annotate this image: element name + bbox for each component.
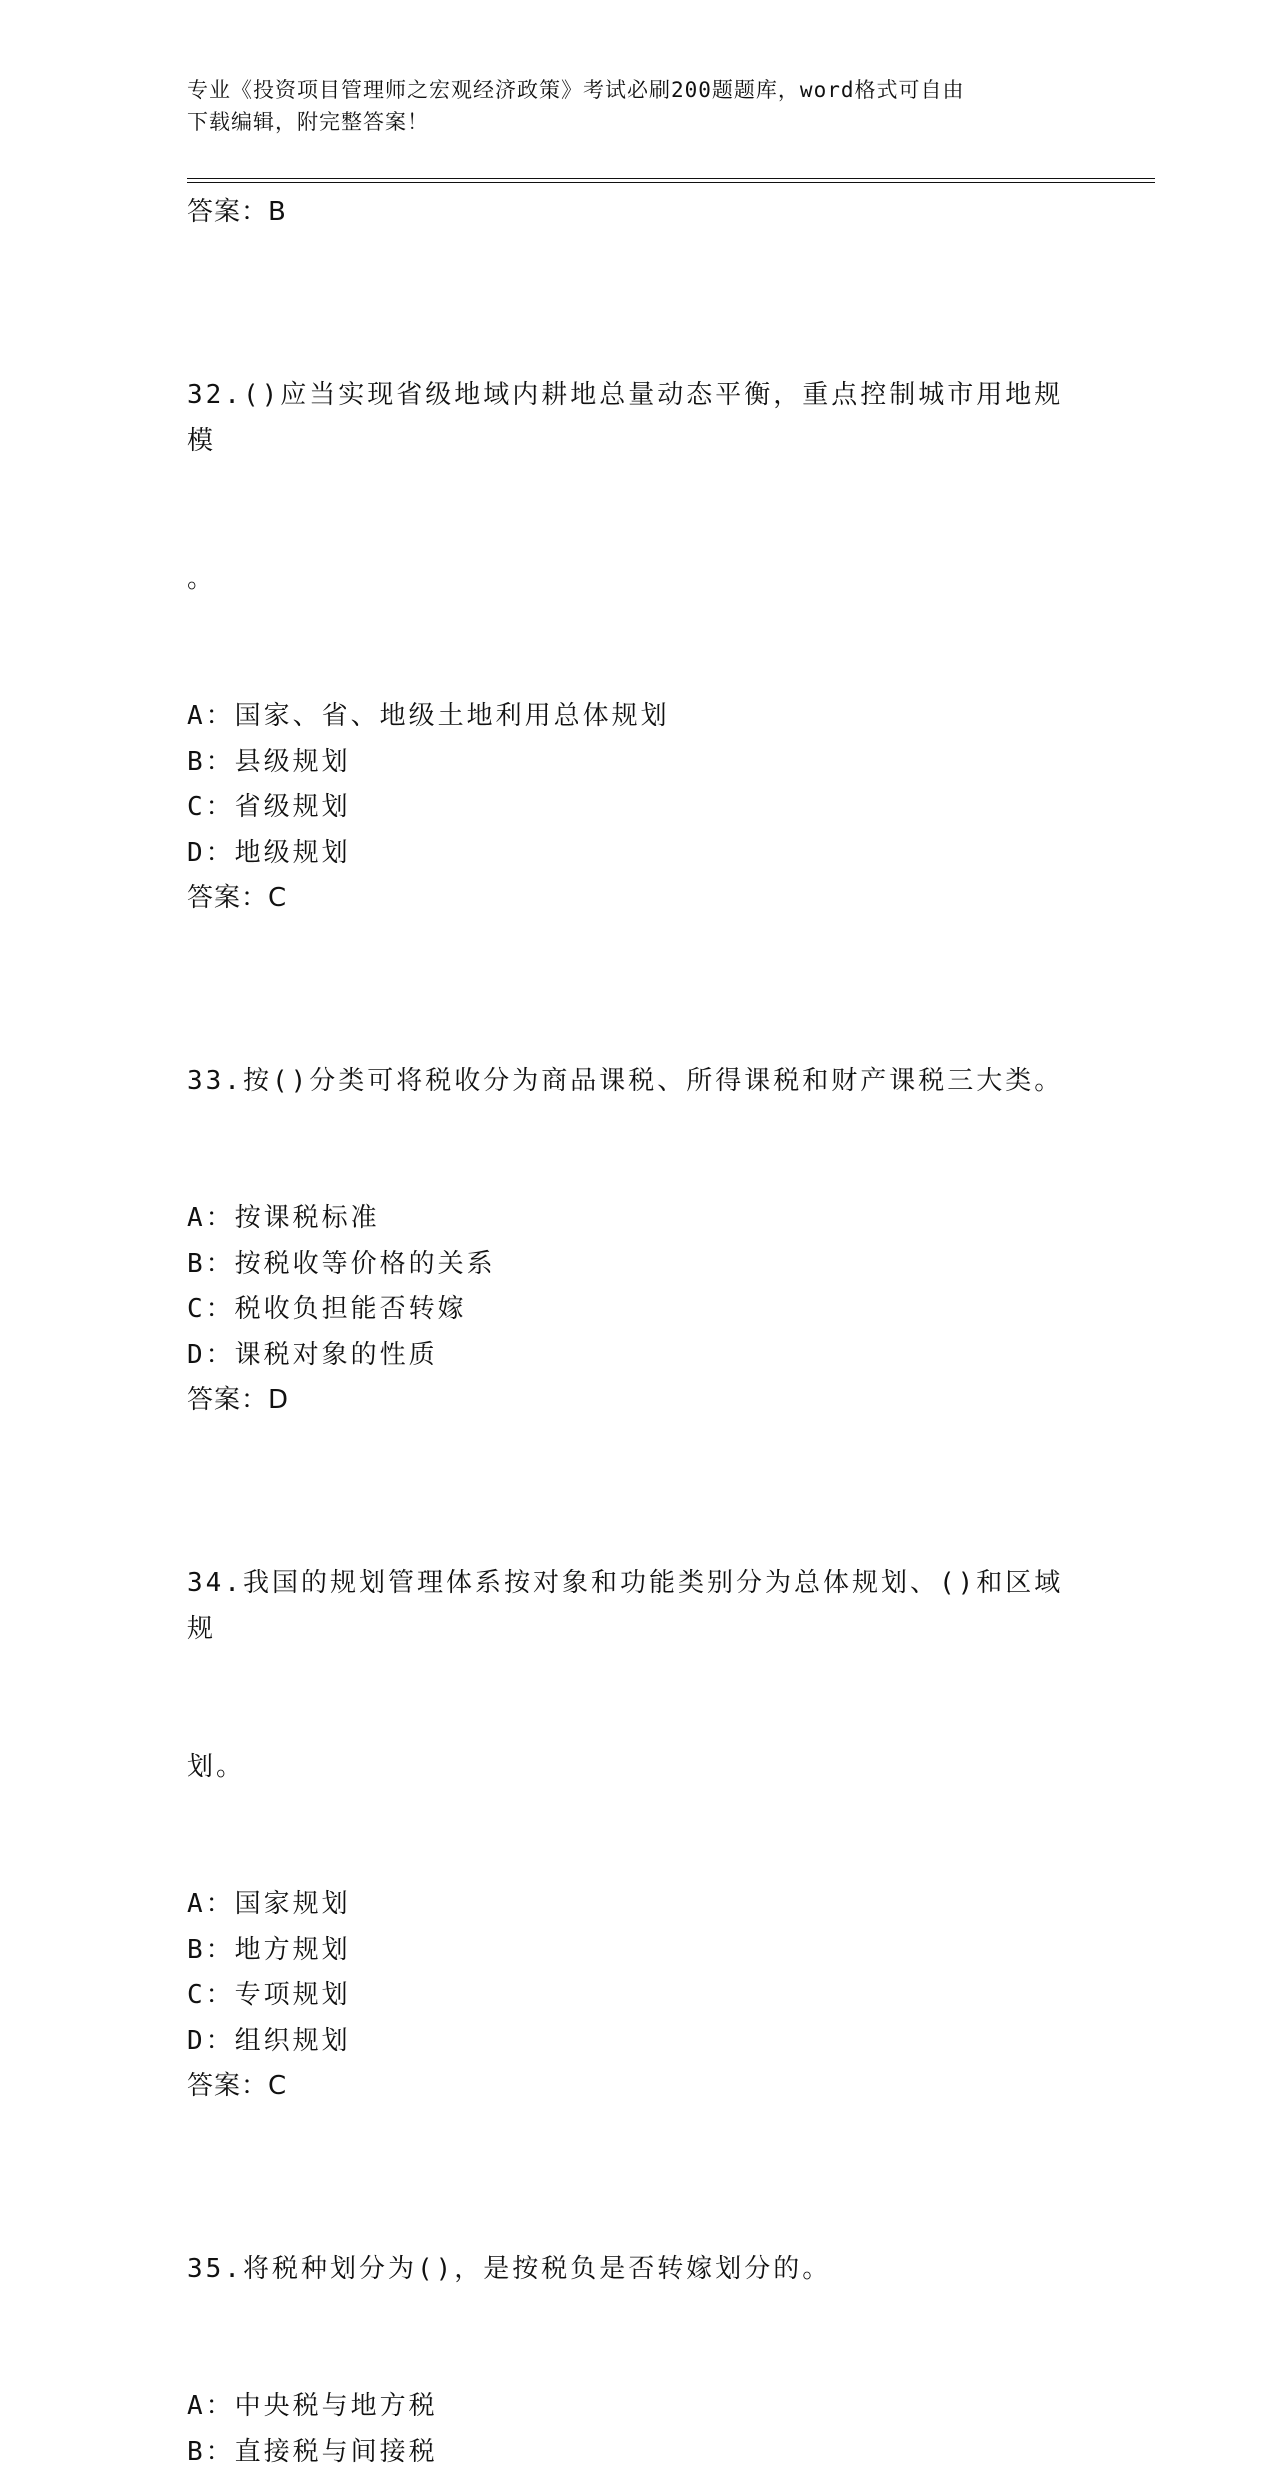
- document-header: [187, 74, 1087, 138]
- question-34: [187, 1468, 1087, 1882]
- option-c: C：税收负担能否转嫁: [187, 1287, 1087, 1333]
- question-text: 35.将税种划分为()，是按税负是否转嫁划分的。: [187, 2246, 1087, 2292]
- option-b: B：直接税与间接税: [187, 2430, 1087, 2475]
- option-d: D：组织规划: [187, 2019, 1087, 2065]
- option-b: B：县级规划: [187, 740, 1087, 786]
- option-b: B：按税收等价格的关系: [187, 1242, 1087, 1288]
- question-33: [187, 966, 1087, 1196]
- option-c: C：省级规划: [187, 785, 1087, 831]
- question-text-continued: 划。: [187, 1744, 1087, 1790]
- question-text: 32.()应当实现省级地域内耕地总量动态平衡，重点控制城市用地规模: [187, 372, 1087, 464]
- question-text: 34.我国的规划管理体系按对象和功能类别分为总体规划、()和区域规: [187, 1560, 1087, 1652]
- question-32: [187, 280, 1087, 694]
- question-list: [187, 190, 1087, 2475]
- option-b: B：地方规划: [187, 1928, 1087, 1974]
- option-a: A：国家、省、地级土地利用总体规划: [187, 694, 1087, 740]
- header-line-2: 下载编辑，附完整答案！: [187, 106, 1087, 138]
- header-line-1: 专业《投资项目管理师之宏观经济政策》考试必刷200题题库，word格式可自由: [187, 74, 1087, 106]
- header-divider: [187, 178, 1155, 183]
- answer-line: 答案：C: [187, 2064, 1087, 2108]
- question-text-continued: 。: [187, 556, 1087, 602]
- option-a: A：国家规划: [187, 1882, 1087, 1928]
- option-c: C：专项规划: [187, 1973, 1087, 2019]
- option-d: D：课税对象的性质: [187, 1333, 1087, 1379]
- question-35: [187, 2154, 1087, 2384]
- answer-line: 答案：D: [187, 1378, 1087, 1422]
- answer-line: 答案：C: [187, 876, 1087, 920]
- answer-line: 答案：B: [187, 190, 1087, 234]
- option-d: D：地级规划: [187, 831, 1087, 877]
- question-text: 33.按()分类可将税收分为商品课税、所得课税和财产课税三大类。: [187, 1058, 1087, 1104]
- option-a: A：按课税标准: [187, 1196, 1087, 1242]
- option-a: A：中央税与地方税: [187, 2384, 1087, 2430]
